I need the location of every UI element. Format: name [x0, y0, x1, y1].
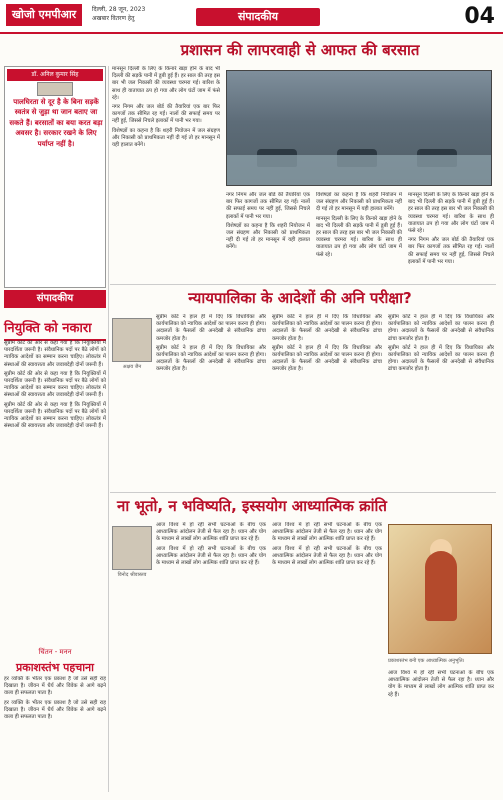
second-author-name: अक्षय जैन	[122, 364, 142, 370]
main-article-col-2: नगर निगम और जल बोर्ड की तैयारियां एक बार फिर कागजों तक सीमित रह गईं। नालों की सफाई समय पर नहीं हुई, जिससे निचले इलाकों में पानी भर गया। विशेषज्ञों का कहना है कि शहरी नियोजन में जल संग्रहण और निकासी को प्राथमिकता नहीं दी गई तो हर मानसून में यही हालात बनेंगे।	[226, 192, 310, 251]
third-author-name: विनोद श्रीवास्तव	[117, 572, 147, 578]
author-photo	[37, 82, 73, 96]
second-article-col-3: सुप्रीम कोर्ट ने हाल ही में दिए कि विधायिका और कार्यपालिका को न्यायिक आदेशों का पालन करना ही होगा। अदालतों के फैसलों की अनदेखी से संवैधानिक ढांचा कमजोर होता है। सुप्रीम कोर्ट ने हाल ही में दिए कि विधायिका और कार्यपालिका को न्यायिक आदेशों का पालन करना ही होगा। अदालतों के फैसलों की अनदेखी से संवैधानिक ढांचा कमजोर होता है।	[388, 314, 494, 373]
meta-line-1: दिल्ली, 28 जून, 2023	[92, 6, 146, 13]
main-headline: प्रशासन की लापरवाही से आफत की बरसात	[180, 41, 420, 59]
editorial-text: सुप्रीम कोर्ट की ओर से कहा गया है कि नियुक्तियों में पारदर्शिता जरूरी है। संवैधानिक पदों पर बैठे लोगों को न्यायिक आदेशों का सम्मान करना चाहिए। लोकतंत्र में संस्थाओं की स्वायत्तता और जवाबदेही दोनों जरूरी हैं। सुप्रीम कोर्ट की ओर से कहा गया है कि नियुक्तियों में पारदर्शिता जरूरी है। संवैधानिक पदों पर बैठे लोगों को न्यायिक आदेशों का सम्मान करना चाहिए। लोकतंत्र में संस्थाओं की स्वायत्तता और जवाबदेही दोनों जरूरी हैं। सुप्रीम कोर्ट की ओर से कहा गया है कि नियुक्तियों में पारदर्शिता जरूरी है। संवैधानिक पदों पर बैठे लोगों को न्यायिक आदेशों का सम्मान करना चाहिए। लोकतंत्र में संस्थाओं की स्वायत्तता और जवाबदेही दोनों जरूरी हैं।	[4, 340, 106, 430]
sidebar-quote: पालघिरता से दूर है के बिना सड़कें स्वतंत्र से जुड़ा था जान बताए जा सकते हैं। बरसातों का बया करत बड़ा अवसर है। सरकार रखने के लिए पर्याप्त नहीं है।	[9, 98, 103, 148]
section-2-text: हर व्यक्ति के भीतर एक प्रकाश है जो उसे सही राह दिखाता है। जीवन में धैर्य और विवेक से आगे बढ़ने वाला ही सफलता पाता है। हर व्यक्ति के भीतर एक प्रकाश है जो उसे सही राह दिखाता है। जीवन में धैर्य और विवेक से आगे बढ़ने वाला ही सफलता पाता है।	[4, 676, 106, 721]
sidebar-box	[4, 66, 106, 288]
second-author-photo	[112, 318, 152, 362]
row-divider	[110, 284, 496, 285]
editorial-title: नियुक्ति को नकारा	[4, 318, 106, 341]
photo-caption: प्रकाशस्तंभ बनी एक आध्यात्मिक अनुभूति।	[388, 658, 465, 664]
main-article-col-4: मानसून दिल्ली के लिए के किनारे खड़ा होने के बाद भी दिल्ली की सड़कें पानी में डूबी हुई हैं। हर साल की तरह इस बार भी जल निकासी की व्यवस्था चरमरा गई। बारिश के साथ ही यातायात ठप हो गया और लोग घंटों जाम में फंसे रहे। नगर निगम और जल बोर्ड की तैयारियां एक बार फिर कागजों तक सीमित रह गईं। नालों की सफाई समय पर नहीं हुई, जिससे निचले इलाकों में पानी भर गया।	[408, 192, 494, 265]
meta-line-2: अखबार वितरण हेतु	[92, 15, 135, 22]
row-divider	[110, 492, 496, 493]
masthead-meta	[92, 5, 145, 23]
section-2-label: चिंतन - मनन	[38, 648, 72, 656]
second-article-col-2: सुप्रीम कोर्ट ने हाल ही में दिए कि विधायिका और कार्यपालिका को न्यायिक आदेशों का पालन करना ही होगा। अदालतों के फैसलों की अनदेखी से संवैधानिक ढांचा कमजोर होता है। सुप्रीम कोर्ट ने हाल ही में दिए कि विधायिका और कार्यपालिका को न्यायिक आदेशों का पालन करना ही होगा। अदालतों के फैसलों की अनदेखी से संवैधानिक ढांचा कमजोर होता है।	[272, 314, 382, 373]
second-headline: न्यायपालिका के आदेशों की अनि परीक्षा?	[188, 289, 412, 307]
spiritual-photo	[388, 524, 492, 654]
section-2-title: प्रकाशस्तंभ पहचाना	[15, 661, 95, 674]
sidebar-author: डॉ. अनिल कुमार सिंह	[7, 69, 103, 81]
page-number: 04	[464, 4, 495, 29]
masthead	[0, 0, 503, 34]
figure-body	[425, 551, 457, 621]
brand-logo: खोजो एमपीआर	[6, 4, 82, 26]
third-author-photo	[112, 526, 152, 570]
third-article-col-2: आज विश्व में हो रही सभी घटनाओं के बीच एक आध्यात्मिक आंदोलन तेजी से फैल रहा है। ध्यान और योग के माध्यम से लाखों लोग आत्मिक शांति प्राप्त कर रहे हैं। आज विश्व में हो रही सभी घटनाओं के बीच एक आध्यात्मिक आंदोलन तेजी से फैल रहा है। ध्यान और योग के माध्यम से लाखों लोग आत्मिक शांति प्राप्त कर रहे हैं।	[272, 522, 382, 567]
second-article-col-1: सुप्रीम कोर्ट ने हाल ही में दिए कि विधायिका और कार्यपालिका को न्यायिक आदेशों का पालन करना ही होगा। अदालतों के फैसलों की अनदेखी से संवैधानिक ढांचा कमजोर होता है। सुप्रीम कोर्ट ने हाल ही में दिए कि विधायिका और कार्यपालिका को न्यायिक आदेशों का पालन करना ही होगा। अदालतों के फैसलों की अनदेखी से संवैधानिक ढांचा कमजोर होता है।	[156, 314, 266, 373]
editorial-band: संपादकीय	[4, 290, 106, 308]
main-article-col-3: विशेषज्ञों का कहना है कि शहरी नियोजन में जल संग्रहण और निकासी को प्राथमिकता नहीं दी गई तो हर मानसून में यही हालात बनेंगे। मानसून दिल्ली के लिए के किनारे खड़ा होने के बाद भी दिल्ली की सड़कें पानी में डूबी हुई हैं। हर साल की तरह इस बार भी जल निकासी की व्यवस्था चरमरा गई। बारिश के साथ ही यातायात ठप हो गया और लोग घंटों जाम में फंसे रहे।	[316, 192, 402, 258]
third-headline: ना भूतो, न भविष्यति, इस्सयोग आध्यात्मिक क्रांति	[117, 497, 387, 515]
third-article-col-1: आज विश्व में हो रही सभी घटनाओं के बीच एक आध्यात्मिक आंदोलन तेजी से फैल रहा है। ध्यान और योग के माध्यम से लाखों लोग आत्मिक शांति प्राप्त कर रहे हैं। आज विश्व में हो रही सभी घटनाओं के बीच एक आध्यात्मिक आंदोलन तेजी से फैल रहा है। ध्यान और योग के माध्यम से लाखों लोग आत्मिक शांति प्राप्त कर रहे हैं।	[156, 522, 266, 567]
floodwater	[227, 155, 491, 185]
column-divider	[108, 66, 109, 792]
section-title: संपादकीय	[196, 8, 320, 26]
third-article-col-3: आज विश्व में हो रही सभी घटनाओं के बीच एक आध्यात्मिक आंदोलन तेजी से फैल रहा है। ध्यान और योग के माध्यम से लाखों लोग आत्मिक शांति प्राप्त कर रहे हैं।	[388, 670, 494, 698]
flood-photo	[226, 70, 492, 186]
main-article-col-1: मानसून दिल्ली के लिए के किनारे खड़ा होने के बाद भी दिल्ली की सड़कें पानी में डूबी हुई हैं। हर साल की तरह इस बार भी जल निकासी की व्यवस्था चरमरा गई। बारिश के साथ ही यातायात ठप हो गया और लोग घंटों जाम में फंसे रहे। नगर निगम और जल बोर्ड की तैयारियां एक बार फिर कागजों तक सीमित रह गईं। नालों की सफाई समय पर नहीं हुई, जिससे निचले इलाकों में पानी भर गया। विशेषज्ञों का कहना है कि शहरी नियोजन में जल संग्रहण और निकासी को प्राथमिकता नहीं दी गई तो हर मानसून में यही हालात बनेंगे।	[112, 66, 220, 149]
